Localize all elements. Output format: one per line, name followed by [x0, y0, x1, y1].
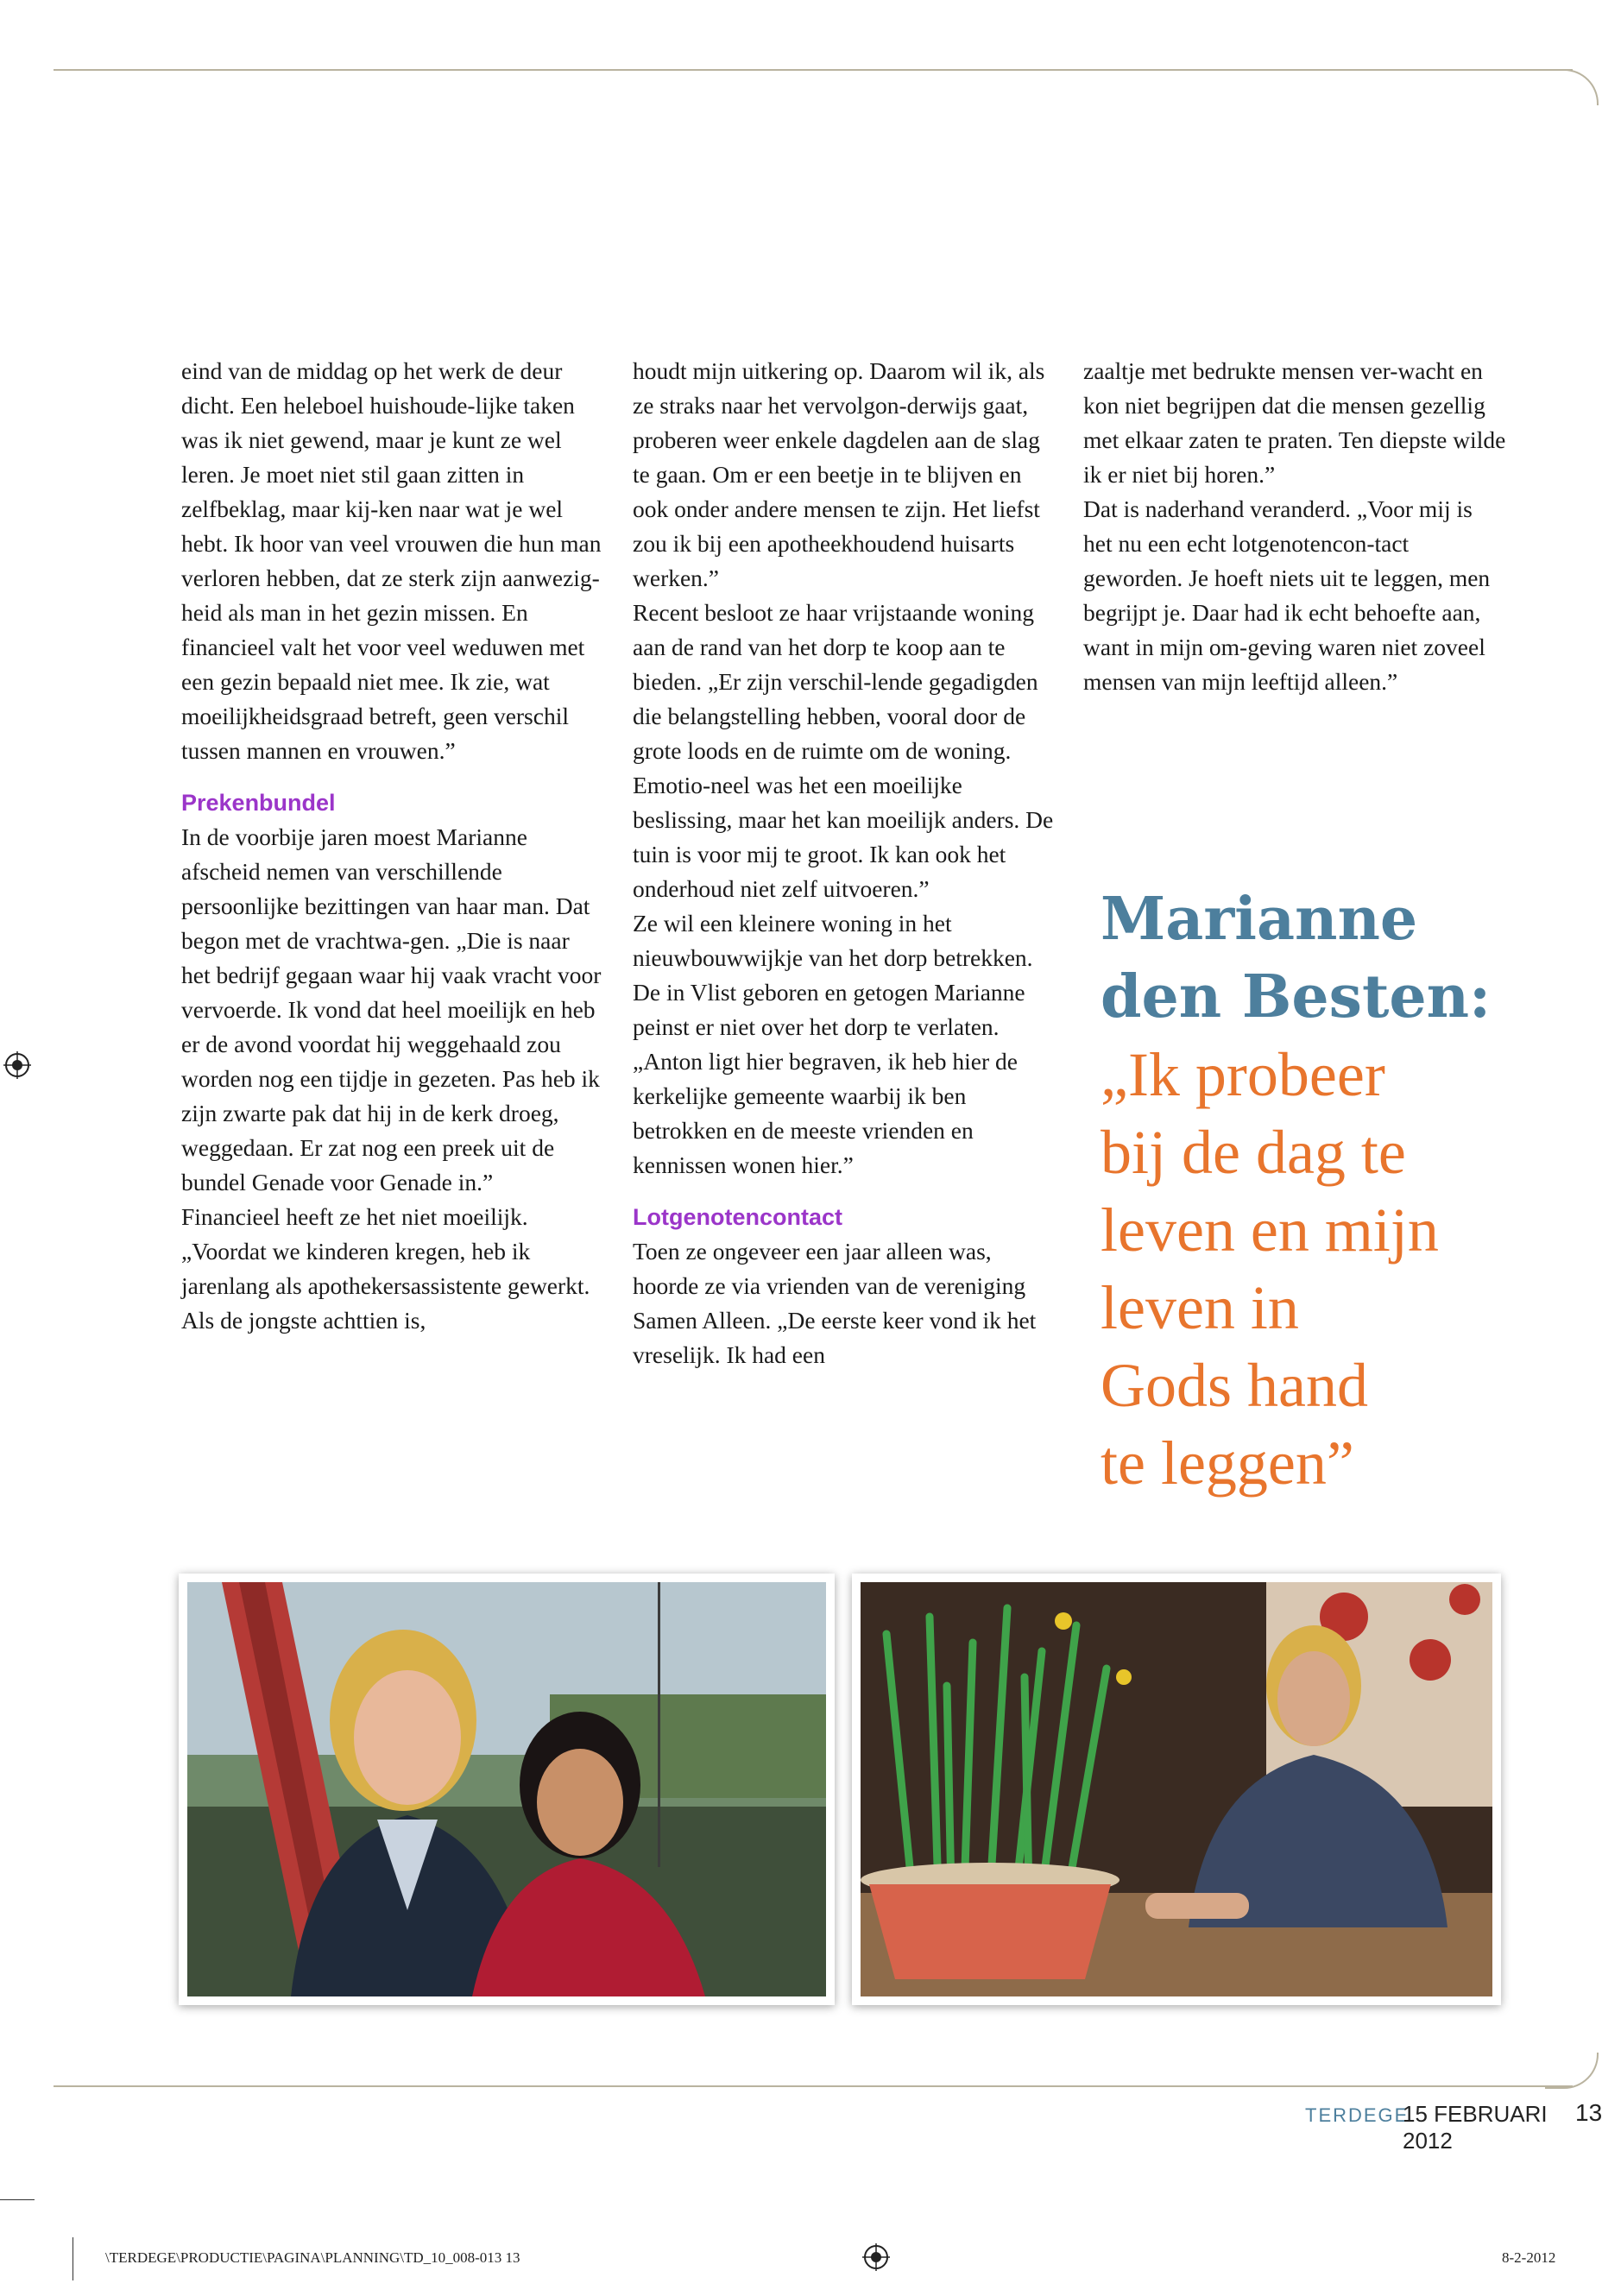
photo-woman-with-daffodils — [852, 1574, 1501, 2005]
print-slug-path: \TERDEGE\PRODUCTIE\PAGINA\PLANNING\TD_10_008-013 13 — [105, 2249, 520, 2266]
article-column-3 — [1083, 354, 1506, 699]
pull-quote-name-line-1: Marianne — [1101, 885, 1418, 954]
article-column-1 — [181, 354, 604, 1338]
column-3-paragraph-2: Dat is naderhand veranderd. „Voor mij is het nu een echt lotgenotencon-tact geworden. Je hoeft niets uit te leggen, men begrijpt je. Daar had ik echt behoefte aan, want in mijn om-geving waren niet zoveel mensen van mijn leeftijd alleen.” — [1083, 495, 1491, 695]
footer-page-number: 13 — [1575, 2099, 1602, 2126]
subhead-lotgenotencontact: Lotgenotencontact — [633, 1204, 842, 1230]
pull-quote-line-5: Gods hand — [1101, 1351, 1368, 1420]
column-2-paragraph-4: Toen ze ongeveer een jaar alleen was, hoorde ze via vrienden van de vereniging Samen Alleen. „De eerste keer vond ik het vreselijk. Ik had een — [633, 1238, 1037, 1368]
crop-mark-horizontal — [0, 2199, 35, 2200]
top-rule — [54, 69, 1573, 71]
footer-publication: TERDEGE — [1305, 2104, 1410, 2126]
column-1-paragraph-2: In de voorbije jaren moest Marianne afscheid nemen van verschillende persoonlijke bezittingen van haar man. Dat begon met de vrachtwa-gen. „Die is naar het bedrijf gegaan waar hij vaak vracht voor vervoerde. Ik vond dat heel moeilijk en heb er de avond voordat hij weggehaald zou worden nog een tijdje in gezeten. Pas heb ik zijn zwarte pak dat hij in de kerk droeg, weggedaan. Er zat nog een preek uit de bundel Genade voor Genade in.” — [181, 823, 602, 1195]
pull-quote-line-3: leven en mijn — [1101, 1195, 1439, 1265]
column-2-paragraph-2: Recent besloot ze haar vrijstaande woning aan de rand van het dorp te koop aan te bieden. „Er zijn verschil-lende gegadigden die belangstelling hebben, vooral door de grote loods en de ruimte om de woning. Emotio-neel was het een moeilijke beslissing, maar het kan moeilijk anders. De tuin is voor mij te groot. Ik kan ook het onderhoud niet zelf uitvoeren.” — [633, 599, 1054, 902]
registration-mark-bottom-icon — [862, 2243, 890, 2271]
column-1-paragraph-3: Financieel heeft ze het niet moeilijk. „Voordat we kinderen kregen, heb ik jarenlang als apothekersassistente gewerkt. Als de jongste achttien is, — [181, 1203, 590, 1334]
bottom-rule-corner — [1545, 2053, 1599, 2089]
column-2-paragraph-1: houdt mijn uitkering op. Daarom wil ik, als ze straks naar het vervolgon-derwijs gaat, proberen weer enkele dagdelen aan de slag te gaan. Om er een beetje in te blijven en ook onder andere mensen te zijn. Het liefst zou ik bij een apotheekhoudend huisarts werken.” — [633, 357, 1045, 591]
registration-mark-left-icon — [3, 1051, 31, 1079]
subhead-prekenbundel: Prekenbundel — [181, 790, 336, 816]
pull-quote-name-line-2: den Besten: — [1101, 962, 1492, 1031]
photo-mother-and-daughter — [179, 1574, 835, 2005]
photo-mother-and-daughter-image — [187, 1582, 826, 1996]
pull-quote — [1101, 880, 1549, 1502]
column-2-paragraph-3: Ze wil een kleinere woning in het nieuwbouwwijkje van het dorp betrekken. De in Vlist geboren en getogen Marianne peinst er niet over het dorp te verlaten. „Anton ligt hier begraven, ik heb hier de kerkelijke gemeente waarbij ik ben betrokken en de meeste vrienden en kennissen wonen hier.” — [633, 910, 1033, 1178]
pull-quote-line-4: leven in — [1101, 1273, 1299, 1342]
bottom-rule — [54, 2085, 1573, 2087]
article-column-2 — [633, 354, 1056, 1372]
column-1-paragraph-1: eind van de middag op het werk de deur dicht. Een heleboel huishoude-lijke taken was ik niet gewend, maar je kunt ze wel leren. Je moet niet stil gaan zitten in zelfbeklag, maar kij-ken naar wat je wel hebt. Ik hoor van veel vrouwen die hun man verloren hebben, dat ze sterk zijn aanwezig-heid als man in het gezin missen. En financieel valt het voor veel weduwen met een gezin bepaald niet mee. Ik zie, wat moeilijkheidsgraad betreft, geen verschil tussen mannen en vrouwen.” — [181, 357, 602, 764]
pull-quote-line-6: te leggen” — [1101, 1429, 1354, 1498]
column-3-paragraph-1: zaaltje met bedrukte mensen ver-wacht en kon niet begrijpen dat die mensen gezellig met elkaar zaten te praten. Ten diepste wilde ik er niet bij horen.” — [1083, 357, 1506, 488]
footer-date: 15 FEBRUARI 2012 — [1403, 2101, 1548, 2154]
print-slug-date: 8-2-2012 — [1502, 2249, 1556, 2266]
pull-quote-line-1: „Ik probeer — [1101, 1040, 1385, 1109]
photo-woman-with-daffodils-image — [861, 1582, 1492, 1996]
top-rule-corner — [1545, 69, 1599, 105]
pull-quote-line-2: bij de dag te — [1101, 1118, 1406, 1187]
